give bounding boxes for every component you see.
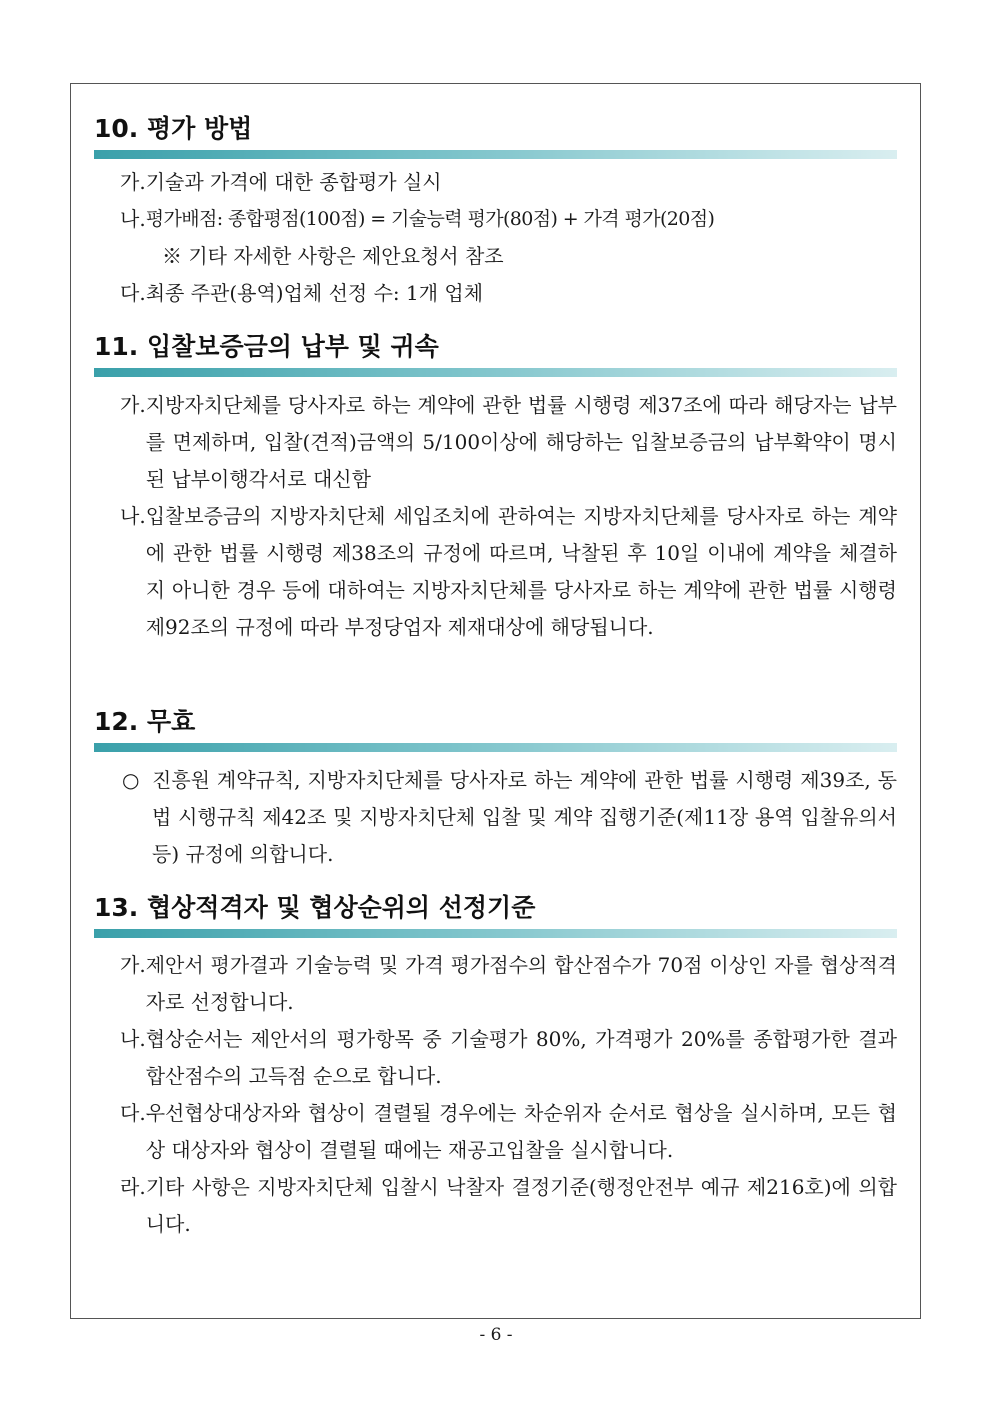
section-title-bar [94,929,897,938]
section-body [94,387,897,646]
list-marker: 가. [120,170,146,194]
section-invalidity [94,705,897,873]
list-marker: 나. [120,504,146,528]
list-text: 기술과 가격에 대한 종합평가 실시 [145,170,442,194]
list-item [120,498,897,646]
list-text: 협상순서는 제안서의 평가항목 중 기술평가 80%, 가격평가 20%를 종합평가한 결과 합산점수의 고득점 순으로 합니다. [145,1027,897,1088]
section-title: 12. 무효 [94,707,196,736]
list-item [120,275,897,312]
list-item [120,1169,897,1243]
reference-note: ※ 기타 자세한 사항은 제안요청서 참조 [162,244,504,268]
list-marker: 나. [120,1027,146,1051]
section-body [94,947,897,1243]
list-text: 평가배점: 종합평점(100점) = 기술능력 평가(80점) + 가격 평가(20점) [145,208,715,230]
section-title: 10. 평가 방법 [94,114,253,143]
section-body [94,762,897,873]
list-text: 기타 사항은 지방자치단체 입찰시 낙찰자 결정기준(행정안전부 예규 제216호)에 의합니다. [145,1175,897,1236]
list-text: 입찰보증금의 지방자치단체 세입조치에 관하여는 지방자치단체를 당사자로 하는 계약에 관한 법률 시행령 제38조의 규정에 따르며, 낙찰된 후 10일 이내에 계약을 체결하지 아니한 경우 등에 대하여는 지방자치단체를 당사자로 하는 계약에 관한 법률 시행령 제92조의 규정에 따라 부정당업자 제재대상에 해당됩니다. [145,504,897,639]
list-text: 최종 주관(용역)업체 선정 수: 1개 업체 [145,281,484,305]
list-item [120,164,897,201]
list-marker: 다. [120,281,146,305]
list-item [120,1021,897,1095]
section-title-bar [94,150,897,159]
list-marker: 가. [120,393,146,417]
list-text: 제안서 평가결과 기술능력 및 가격 평가점수의 합산점수가 70점 이상인 자를 협상적격자로 선정합니다. [145,953,897,1014]
section-title: 11. 입찰보증금의 납부 및 귀속 [94,332,439,361]
list-marker: 라. [120,1175,146,1199]
section-title: 13. 협상적격자 및 협상순위의 선정기준 [94,893,536,922]
section-evaluation-method [94,112,897,312]
list-marker: 나. [120,207,146,231]
list-marker: 가. [120,953,146,977]
list-marker: 다. [120,1101,146,1125]
list-item [120,1095,897,1169]
page-number: - 6 - [479,1325,513,1345]
section-body [94,164,897,312]
section-title-bar [94,743,897,752]
list-text: 지방자치단체를 당사자로 하는 계약에 관한 법률 시행령 제37조에 따라 해당자는 납부를 면제하며, 입찰(견적)금액의 5/100이상에 해당하는 입찰보증금의 납부확약이 명시된 납부이행각서로 대신함 [145,393,897,491]
list-item [120,947,897,1021]
section-bid-bond [94,330,897,646]
section-negotiation-criteria [94,891,897,1243]
list-text: 진흥원 계약규칙, 지방자치단체를 당사자로 하는 계약에 관한 법률 시행령 제39조, 동법 시행규칙 제42조 및 지방자치단체 입찰 및 계약 집행기준(제11장 용역 입찰유의서 등) 규정에 의합니다. [152,768,897,866]
list-text: 우선협상대상자와 협상이 결렬될 경우에는 차순위자 순서로 협상을 실시하며, 모든 협상 대상자와 협상이 결렬될 때에는 재공고입찰을 실시합니다. [145,1101,897,1162]
list-item [120,201,897,238]
section-title-bar [94,368,897,377]
list-item [122,762,897,873]
list-item [120,387,897,498]
bullet-icon: ○ [122,768,140,792]
